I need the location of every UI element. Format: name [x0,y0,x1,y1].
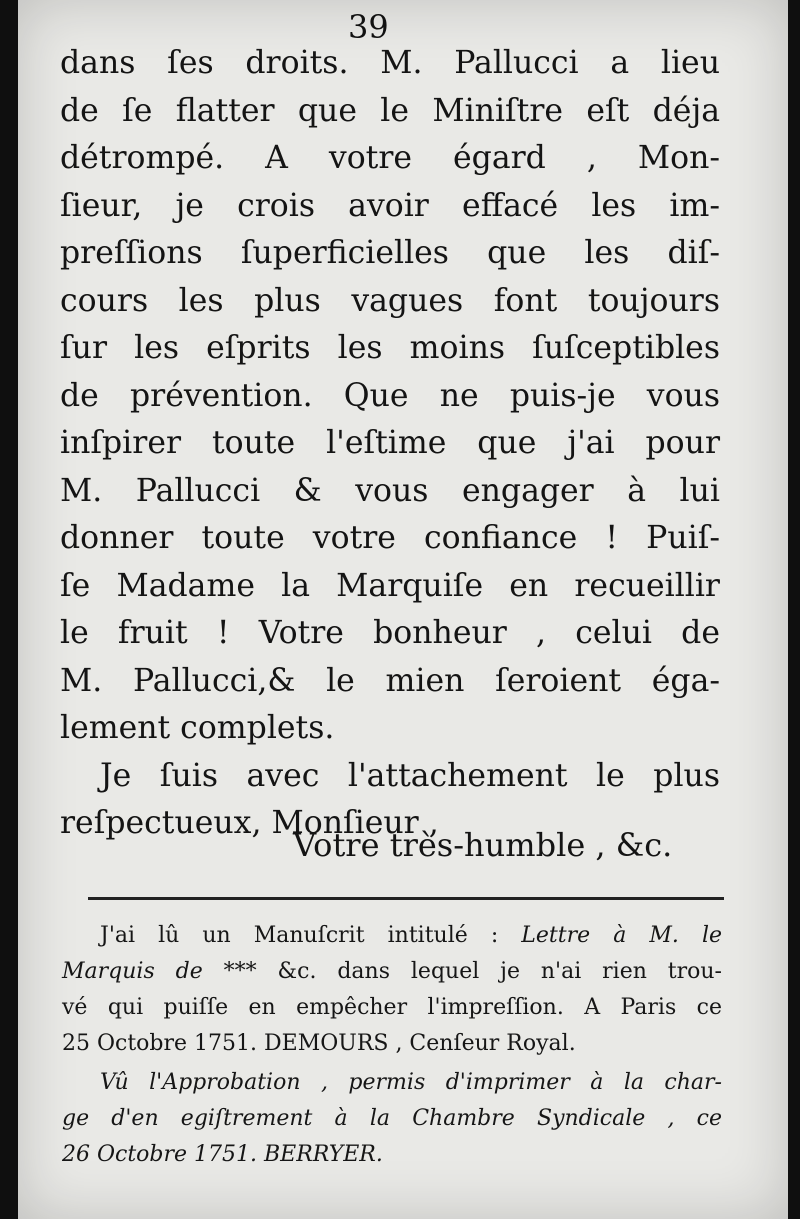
separator-rule [88,897,724,900]
permission-line: Vû l'Approbation , permis d'imprimer à la char- [100,1070,722,1095]
scan-right-border [788,0,800,1219]
letter-closing: Votre très-humble , &c. [293,826,673,864]
approval-line: vé qui puiſſe en empêcher l'impreſſion. A Paris ce [62,995,722,1020]
approval-text: *** &c. dans lequel je n'ai rien trou- [202,959,722,984]
text-line: de prévention. Que ne puis-je vous [60,377,720,414]
text-line: lement complets. [60,710,335,746]
text-line: ſieur, je crois avoir effacé les im- [60,187,720,224]
text-line: cours les plus vagues font toujours [60,282,720,319]
page-number: 39 [348,8,389,46]
letter-body [60,40,720,848]
text-line: dans ſes droits. M. Pallucci a lieu [60,45,720,81]
text-line: reſpectueux, Monſieur , [60,805,439,841]
text-line: M. Pallucci,& le mien ſeroient éga- [60,662,720,699]
text-line: inſpirer toute l'eſtime que j'ai pour [60,425,720,461]
text-line: donner toute votre confiance ! Puiſ- [60,520,720,556]
approval-text: J'ai lû un Manuſcrit intitulé : [100,923,522,948]
approval-line [62,954,722,990]
permission-line: 26 Octobre 1751. BERRYER. [62,1142,383,1167]
approval-title: Marquis de [62,959,203,984]
text-line: M. Pallucci & vous engager à lui [60,472,720,509]
text-line: de ſe flatter que le Miniſtre eſt déja [60,92,720,129]
censor-approval [62,918,722,1062]
printing-permission [62,1065,722,1173]
text-line: ſe Madame la Marquiſe en recueillir [60,567,720,604]
text-line: ſur les eſprits les moins ſuſceptibles [60,330,720,366]
text-line: détrompé. A votre égard , Mon- [60,140,720,176]
permission-line: ge d'en egiſtrement à la Chambre Syndicale , ce [62,1106,722,1131]
text-line: Je ſuis avec l'attachement le plus [100,757,720,794]
approval-line: 25 Octobre 1751. DEMOURS , Cenſeur Royal. [62,1031,576,1056]
text-line: le fruit ! Votre bonheur , celui de [60,615,720,651]
book-page [18,0,788,1219]
approval-title: Lettre à M. le [521,923,722,948]
scan-left-border [0,0,18,1219]
text-line: preſſions ſuperficielles que les diſ- [60,235,720,271]
approval-line [62,918,722,954]
